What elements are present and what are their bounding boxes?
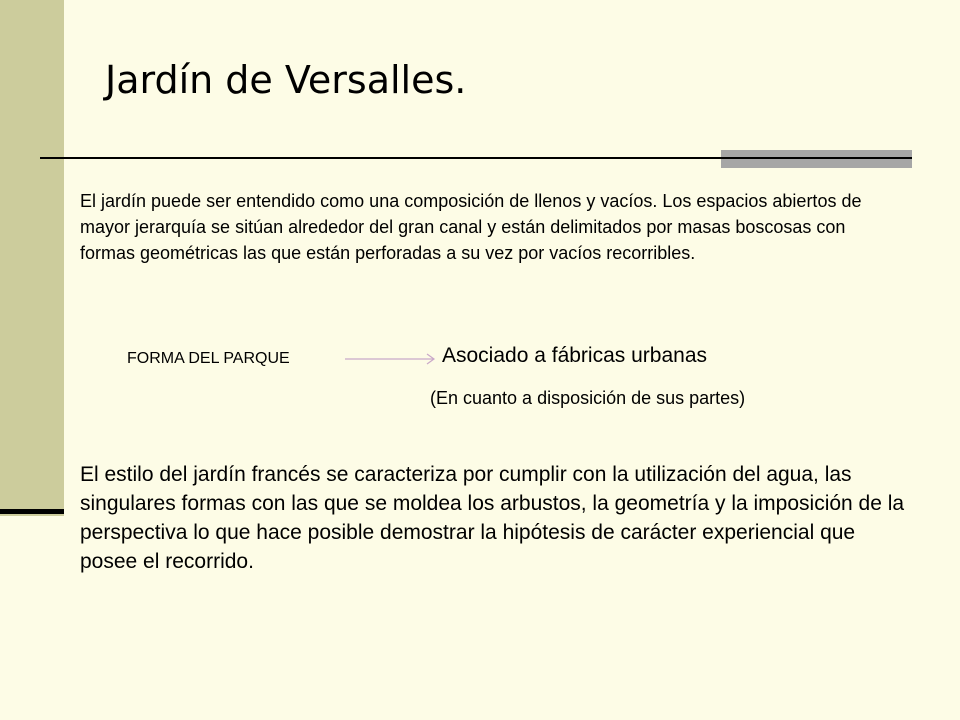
- right-arrow-icon: [345, 352, 437, 366]
- left-bar-black-tick: [0, 509, 64, 514]
- forma-del-parque-label: FORMA DEL PARQUE: [127, 350, 290, 367]
- divider-accent-block: [721, 150, 912, 168]
- divider-accent-line: [721, 157, 912, 159]
- intro-paragraph: El jardín puede ser entendido como una composición de llenos y vacíos. Los espacios abiertos de mayor jerarquía se sitúan alrededor del gran canal y están delimitados por masas boscosas con formas geométricas las que están perforadas a su vez por vacíos recorribles.: [80, 191, 862, 263]
- associated-text: Asociado a fábricas urbanas: [442, 344, 707, 367]
- parenthetical-note: (En cuanto a disposición de sus partes): [430, 388, 746, 408]
- slide-title: Jardín de Versalles.: [105, 58, 467, 102]
- left-decorative-bar: [0, 0, 64, 516]
- french-garden-paragraph: El estilo del jardín francés se caracteriza por cumplir con la utilización del agua, las singulares formas con las que se moldea los arbustos, la geometría y la imposición de la perspectiva lo que hace posible demostrar la hipótesis de carácter experiencial que posee el recorrido.: [80, 463, 905, 573]
